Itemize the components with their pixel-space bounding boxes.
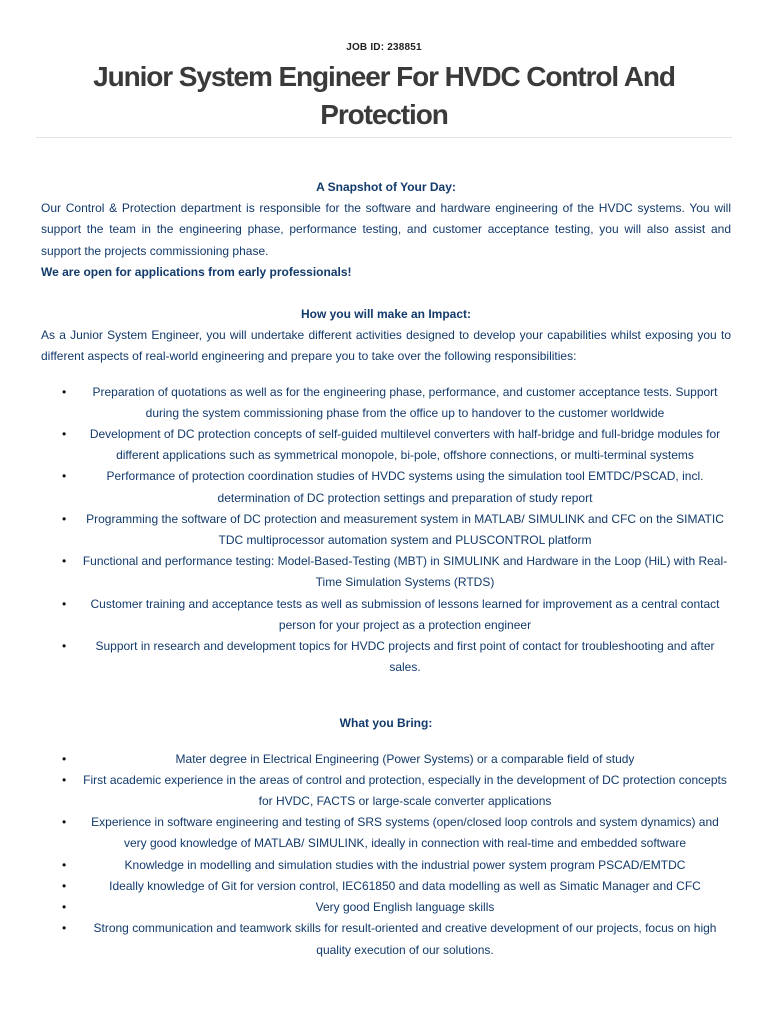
spacer (41, 699, 731, 713)
bullet-icon: • (62, 596, 67, 611)
list-item-text: Customer training and acceptance tests as well as submission of lessons learned for improvement as a central contact person for your project as a protection engineer (90, 596, 720, 632)
list-item (41, 770, 731, 812)
bullet-icon: • (62, 384, 67, 399)
list-item-text: Programming the software of DC protection and measurement system in MATLAB/ SIMULINK and CFC on the SIMATIC TDC multiprocessor automation system and PLUSCONTROL platform (86, 511, 724, 548)
list-item (41, 466, 731, 508)
bring-heading: What you Bring: (339, 716, 433, 731)
bullet-icon: • (62, 900, 67, 915)
bullet-icon: • (62, 815, 67, 830)
bullet-icon: • (62, 921, 67, 936)
list-item (41, 897, 731, 918)
list-item-text: Very good English language skills (315, 900, 495, 915)
bullet-icon: • (62, 427, 67, 442)
list-item (41, 812, 731, 854)
list-item (41, 918, 731, 960)
impact-heading: How you will make an Impact: (300, 307, 472, 322)
spacer (41, 283, 731, 304)
bullet-icon: • (62, 554, 67, 569)
snapshot-highlight: We are open for applications from early professionals! (41, 264, 352, 279)
list-item-text: Functional and performance testing: Model-Based-Testing (MBT) in SIMULINK and Hardware in the Loop (HiL) with Real-Time Simulation Systems (RTDS) (82, 554, 728, 590)
bullet-icon: • (62, 857, 67, 872)
bullet-icon: • (62, 772, 67, 787)
bullet-icon: • (62, 469, 67, 484)
responsibilities-list (41, 382, 731, 679)
list-item (41, 855, 731, 876)
snapshot-body: Our Control & Protection department is responsible for the software and hardware engineering of the HVDC systems. You will support the team in the engineering phase, performance testing, and customer acceptance testing, you will also assist and support the projects commissioning phase. (41, 201, 731, 258)
list-item (41, 424, 731, 466)
job-description (41, 177, 731, 961)
list-item (41, 636, 731, 678)
list-item-text: Performance of protection coordination studies of HVDC systems using the simulation tool EMTDC/PSCAD, incl. determination of DC protection settings and preparation of study report (106, 469, 704, 505)
spacer (41, 735, 731, 749)
bullet-icon: • (62, 511, 67, 526)
snapshot-heading: A Snapshot of Your Day: (316, 180, 456, 194)
list-item-text: Experience in software engineering and testing of SRS systems (open/closed loop controls and system dynamics) and very good knowledge of MATLAB/ SIMULINK, ideally in connection with real-time and embedded software (91, 815, 719, 851)
requirements-list (41, 749, 731, 961)
list-item-text: Knowledge in modelling and simulation studies with the industrial power system program PSCAD/EMTDC (124, 857, 686, 872)
impact-intro: As a Junior System Engineer, you will undertake different activities designed to develop your capabilities whilst exposing you to different aspects of real-world engineering and prepare you to take over the following responsibilities: (41, 328, 731, 364)
list-item (41, 594, 731, 636)
title-divider (36, 137, 732, 138)
bullet-icon: • (62, 878, 67, 893)
list-item-text: Development of DC protection concepts of self-guided multilevel converters with half-bridge and full-bridge modules for different applications such as symmetrical monopole, bi-pole, offshore connections, or multi-terminal systems (89, 427, 721, 463)
list-item (41, 749, 731, 770)
bullet-icon: • (62, 639, 67, 654)
list-item-text: Support in research and development topics for HVDC projects and first point of contact for troubleshooting and after sales. (95, 639, 715, 675)
list-item-text: Preparation of quotations as well as for the engineering phase, performance, and customer acceptance tests. Support during the system commissioning phase from the office up to handover to the customer worldwide (92, 384, 718, 420)
list-item-text: Strong communication and teamwork skills for result-oriented and creative development of our projects, focus on high quality execution of our solutions. (93, 921, 717, 957)
list-item-text: Mater degree in Electrical Engineering (Power Systems) or a comparable field of study (175, 751, 635, 766)
page-title: Junior System Engineer For HVDC Control And Protection (93, 61, 675, 130)
spacer (41, 678, 731, 699)
list-item (41, 551, 731, 593)
list-item (41, 876, 731, 897)
spacer (41, 368, 731, 382)
list-item-text: Ideally knowledge of Git for version control, IEC61850 and data modelling as well as Simatic Manager and CFC (109, 878, 701, 893)
list-item-text: First academic experience in the areas of control and protection, especially in the development of DC protection concepts for HVDC, FACTS or large-scale converter applications (83, 772, 727, 809)
bullet-icon: • (62, 751, 67, 766)
job-id: JOB ID: 238851 (346, 42, 422, 53)
list-item (41, 509, 731, 551)
list-item (41, 382, 731, 424)
